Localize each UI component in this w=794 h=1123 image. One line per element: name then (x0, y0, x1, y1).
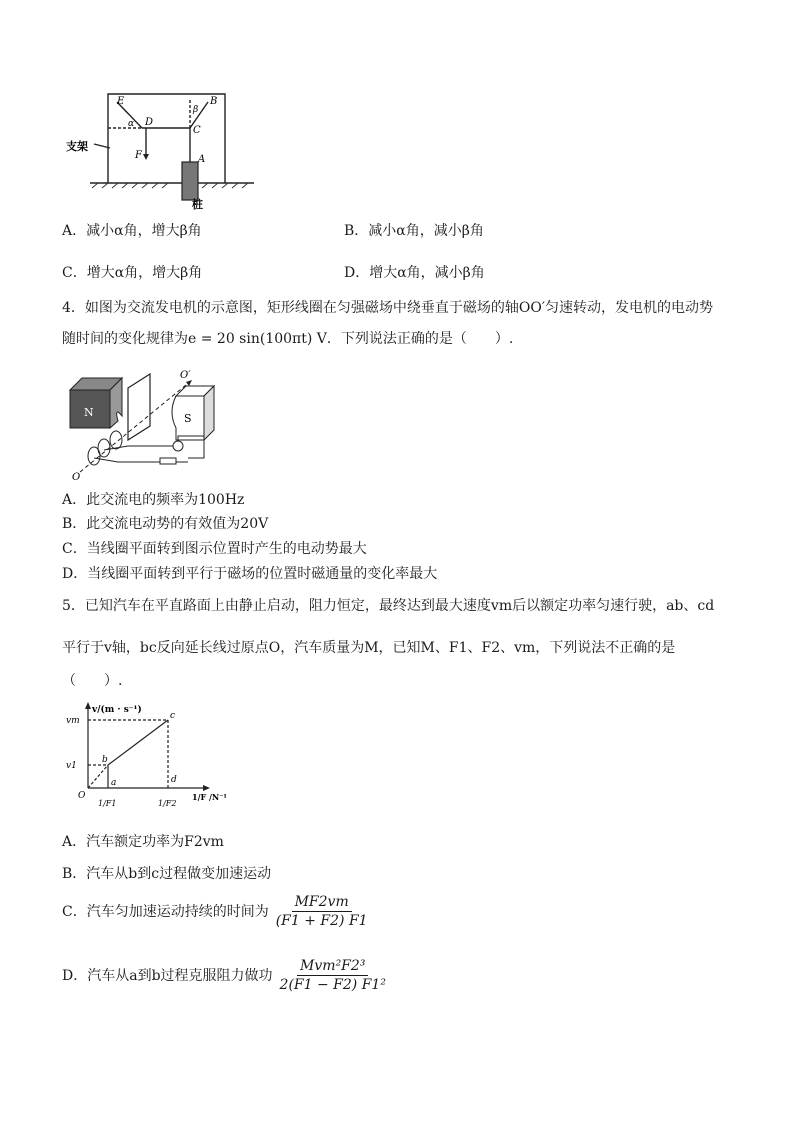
q5-option-d-denominator: 2(F1 − F2) F1² (279, 977, 386, 993)
q3-option-d: D．增大α角，减小β角 (344, 265, 485, 281)
label-pile: 桩 (192, 198, 203, 210)
q5-option-d-fraction (277, 958, 389, 993)
q5-option-d-numerator: Mvm²F2³ (297, 958, 368, 976)
q4-option-a: A．此交流电的频率为100Hz (62, 492, 245, 508)
q3-option-c: C．增大α角，增大β角 (62, 265, 203, 281)
q5-stem-line2: 平行于v轴，bc反向延长线过原点O，汽车质量为M，已知M、F1、F2、vm，下列说法不正确的是 (62, 640, 676, 656)
label-D: D (145, 117, 154, 128)
q5-option-c-numerator: MF2vm (292, 894, 352, 912)
q5-option-b: B．汽车从b到c过程做变加速运动 (62, 866, 272, 882)
q4-stem-line2: 随时间的变化规律为e = 20 sin(100πt) V．下列说法正确的是（ ）. (62, 331, 514, 347)
q5-stem-line3: （ ）. (62, 673, 123, 689)
q4-option-d: D．当线圈平面转到平行于磁场的位置时磁通量的变化率最大 (62, 566, 438, 582)
q4-stem-line1: 4．如图为交流发电机的示意图，矩形线圈在匀强磁场中绕垂直于磁场的轴OO′匀速转动，发电机的电动势 (62, 300, 714, 316)
figure-generator (68, 366, 228, 482)
q3-option-a: A．减小α角，增大β角 (62, 223, 202, 239)
q5-option-c-denominator: (F1 + F2) F1 (275, 913, 368, 929)
q4-option-b: B．此交流电动势的有效值为20V (62, 516, 269, 532)
label-alpha: α (128, 119, 135, 129)
axis-o-prime-label: O′ (180, 370, 191, 381)
fig5-point-a: a (111, 778, 117, 788)
q4-option-c: C．当线圈平面转到图示位置时产生的电动势最大 (62, 541, 367, 557)
magnet-s-label: S (184, 412, 192, 425)
figure-bracket-pile (62, 88, 262, 210)
q5-option-d-text: D．汽车从a到b过程克服阻力做功 (62, 967, 273, 984)
fig5-point-b: b (102, 755, 108, 765)
q5-option-c-text: C．汽车匀加速运动持续的时间为 (62, 903, 269, 920)
label-C: C (193, 125, 201, 136)
fig5-xlabel: 1/F /N⁻¹ (192, 792, 227, 802)
label-A: A (198, 154, 206, 165)
label-bracket: 支架 (66, 140, 88, 153)
label-beta: β (193, 105, 199, 115)
fig5-v1-label: v1 (66, 761, 77, 771)
fig5-tick-f2: 1/F2 (158, 799, 177, 808)
fig5-origin-label: O (78, 791, 86, 801)
fig5-ylabel: v/(m · s⁻¹) (92, 705, 142, 715)
label-E: E (117, 96, 125, 107)
fig5-point-d: d (171, 775, 177, 785)
fig5-tick-f1: 1/F1 (98, 799, 117, 808)
axis-o-label: O (72, 472, 81, 482)
figure-v-vs-inverse-f (62, 700, 232, 816)
q5-option-c-fraction (273, 894, 371, 929)
q5-option-d (62, 958, 389, 993)
label-B: B (210, 96, 218, 107)
q5-option-c (62, 894, 371, 929)
fig5-point-c: c (170, 711, 176, 721)
label-F: F (135, 150, 142, 161)
magnet-n-label: N (84, 406, 94, 419)
q5-option-a: A．汽车额定功率为F2vm (62, 834, 224, 850)
fig5-vm-label: vm (66, 716, 80, 726)
q3-option-b: B．减小α角，减小β角 (344, 223, 484, 239)
q5-stem-line1: 5．已知汽车在平直路面上由静止启动，阻力恒定，最终达到最大速度vm后以额定功率匀速行驶，ab、cd (62, 598, 715, 614)
